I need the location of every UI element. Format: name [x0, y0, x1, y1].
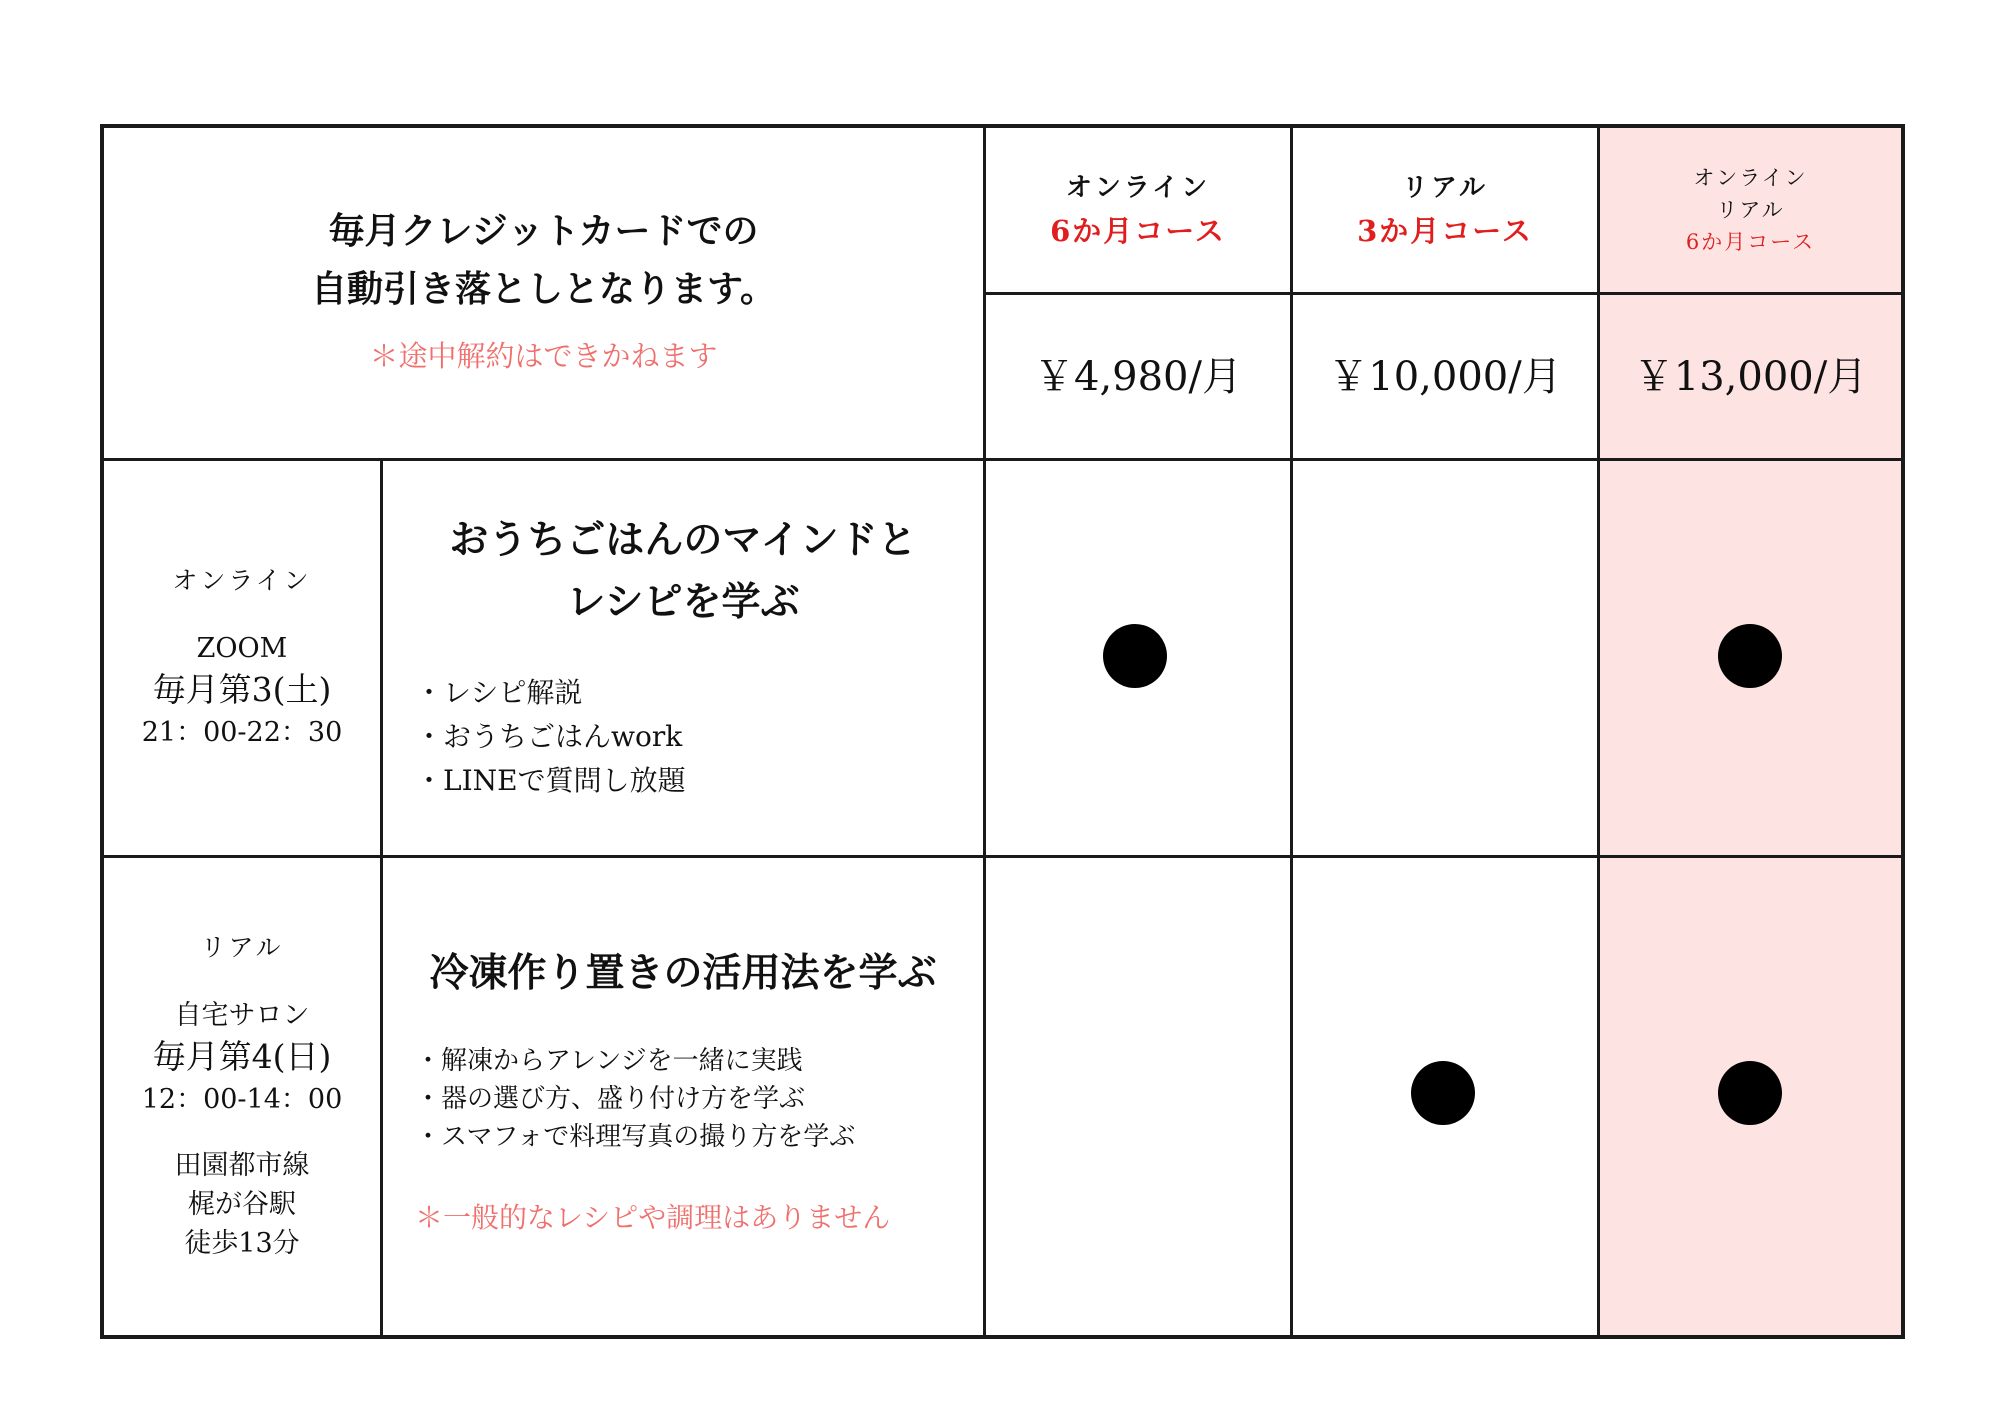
session-time: 21：00-22：30	[141, 717, 343, 748]
plan-label: リアル	[1402, 173, 1488, 203]
plan-course: 6か月コース	[1685, 230, 1816, 254]
included-dot-online-row-plan-online	[1103, 624, 1167, 688]
price-value: ￥10,000/月	[1328, 353, 1562, 400]
table-border-bottom	[100, 1335, 1905, 1339]
list-item: ・ レシピ解説	[415, 671, 686, 715]
price-value: ￥4,980/月	[1034, 353, 1242, 400]
course-item-list	[415, 671, 686, 803]
plan-header-online	[986, 128, 1290, 292]
session-schedule: 毎月第3(土)	[152, 670, 332, 709]
payment-notice-line-2: 自動引き落としとなります。	[310, 268, 777, 310]
plan-label: オンライン	[1693, 166, 1808, 190]
session-type-label: リアル	[200, 933, 284, 962]
session-schedule: 毎月第4(日)	[152, 1037, 332, 1076]
access-line: 徒歩13分	[184, 1228, 300, 1259]
plan-label: リアル	[1716, 198, 1785, 222]
payment-notice-line-1: 毎月クレジットカードでの	[328, 210, 759, 252]
course-title	[383, 509, 983, 633]
course-title	[383, 942, 983, 1004]
price-value: ￥13,000/月	[1633, 353, 1868, 400]
included-dot-online-row-plan-online-real	[1718, 624, 1782, 688]
access-line: 梶が谷駅	[188, 1189, 296, 1220]
access-line: 田園都市線	[174, 1150, 310, 1181]
course-title-line: 冷凍作り置きの活用法を学ぶ	[429, 950, 937, 996]
cancellation-note: ＊途中解約はできかねます	[369, 339, 718, 373]
list-item: ・ 器の選び方、盛り付け方を学ぶ	[415, 1080, 855, 1118]
row-real-content	[383, 858, 983, 1335]
plan-header-online-real	[1600, 128, 1901, 292]
list-item: ・ LINEで質問し放題	[415, 759, 686, 803]
payment-notice	[104, 128, 983, 458]
list-item: ・ スマフォで料理写真の撮り方を学ぶ	[415, 1118, 855, 1156]
course-item-list	[415, 1042, 855, 1156]
session-venue: 自宅サロン	[174, 1000, 310, 1031]
course-title-line: おうちごはんのマインドと	[449, 517, 917, 563]
row-real-schedule	[104, 858, 380, 1335]
plan-header-real	[1293, 128, 1597, 292]
plan-price-online-real	[1600, 295, 1901, 458]
plan-course: 6か月コース	[1050, 214, 1226, 248]
table-border-right	[1901, 124, 1905, 1339]
session-type-label: オンライン	[172, 566, 312, 595]
course-title-line: レシピを学ぶ	[566, 579, 800, 625]
row-online-content	[383, 461, 983, 855]
included-dot-real-row-plan-real	[1411, 1061, 1475, 1125]
session-time: 12：00-14：00	[141, 1084, 343, 1115]
included-dot-real-row-plan-online-real	[1718, 1061, 1782, 1125]
plan-price-online	[986, 295, 1290, 458]
row-online-schedule	[104, 461, 380, 855]
course-note: ＊一般的なレシピや調理はありません	[415, 1201, 891, 1234]
plan-label: オンライン	[1065, 173, 1211, 203]
session-venue: ZOOM	[196, 633, 288, 664]
list-item: ・ 解凍からアレンジを一緒に実践	[415, 1042, 855, 1080]
plan-course: 3か月コース	[1357, 214, 1533, 248]
list-item: ・ おうちごはんwork	[415, 715, 686, 759]
plan-price-real	[1293, 295, 1597, 458]
